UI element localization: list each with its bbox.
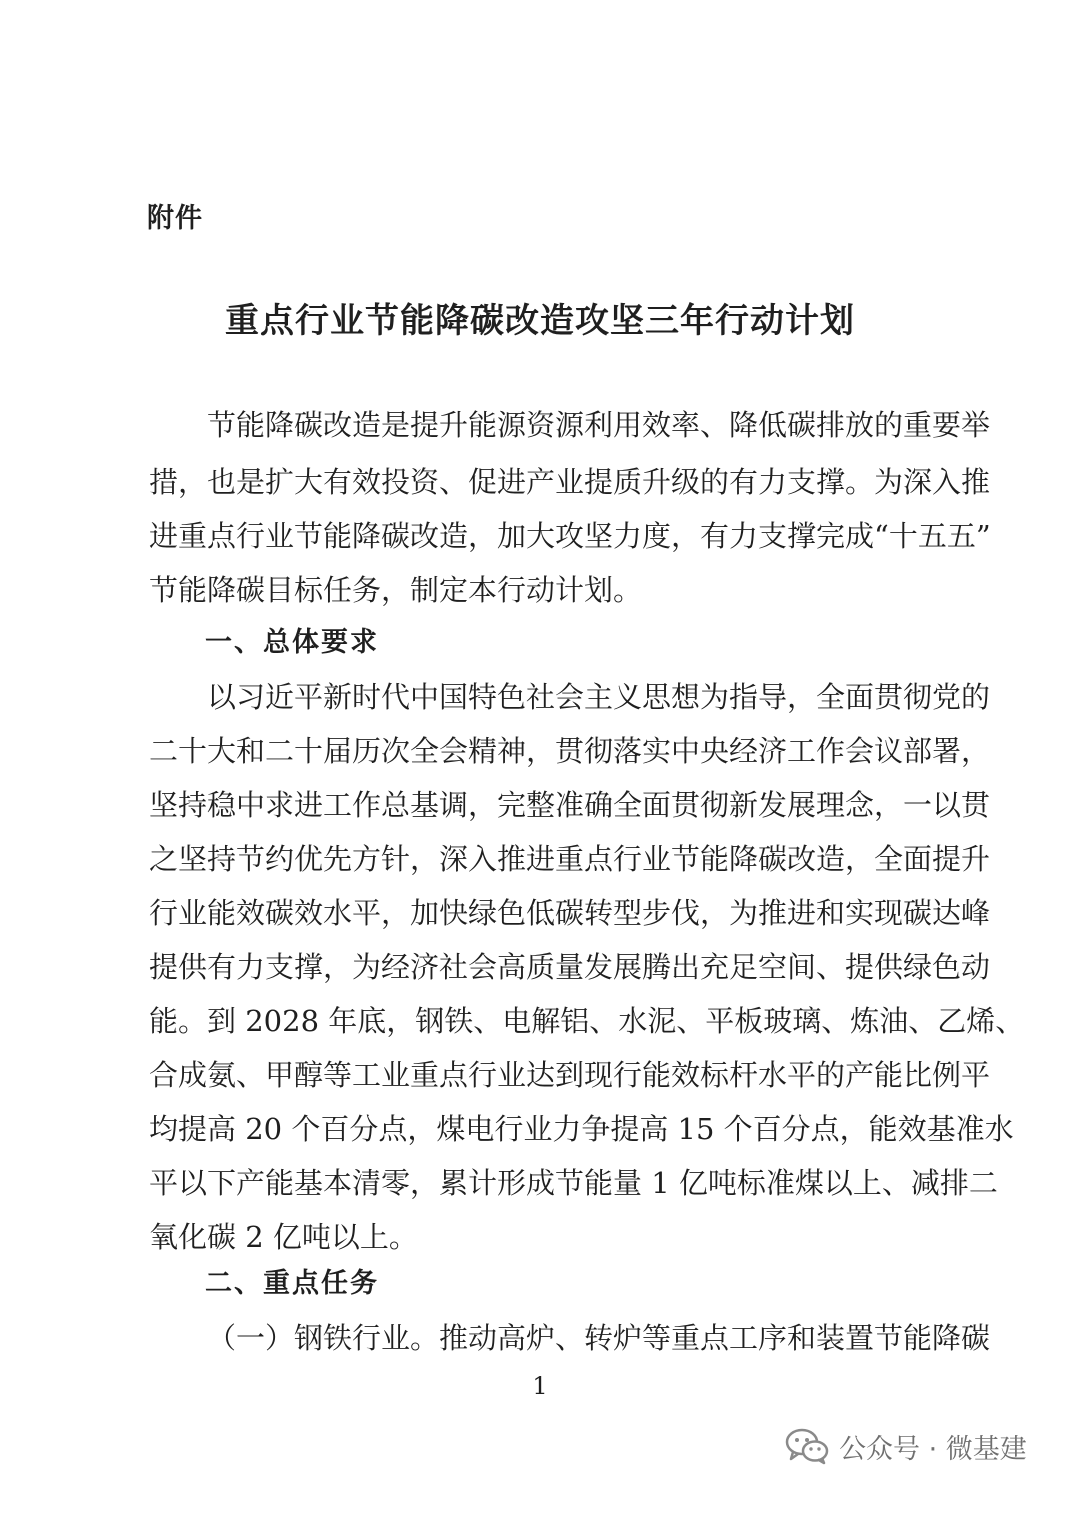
intro-line: 措，也是扩大有效投资、促进产业提质升级的有力支撑。为深入推 [149,465,991,499]
section-heading-key-tasks: 二、重点任务 [205,1268,379,1299]
section1-line: 提供有力支撑，为经济社会高质量发展腾出充足空间、提供绿色动 [149,950,991,984]
section1-line: 二十大和二十届历次全会精神，贯彻落实中央经济工作会议部署， [149,734,991,768]
section1-line: 均提高 20 个百分点，煤电行业力争提高 15 个百分点，能效基准水 [149,1112,1014,1146]
section2-line: （一）钢铁行业。推动高炉、转炉等重点工序和装置节能降碳 [207,1321,991,1355]
watermark-text: 公众号 · 微基建 [839,1433,1027,1465]
section1-line: 能。到 2028 年底，钢铁、电解铝、水泥、平板玻璃、炼油、乙烯、 [149,1004,1025,1038]
section1-line: 坚持稳中求进工作总基调，完整准确全面贯彻新发展理念，一以贯 [149,788,991,822]
section1-line: 平以下产能基本清零，累计形成节能量 1 亿吨标准煤以上、减排二 [149,1166,998,1200]
section1-line: 以习近平新时代中国特色社会主义思想为指导，全面贯彻党的 [207,680,991,714]
wechat-icon [785,1427,829,1465]
section1-line: 之坚持节约优先方针，深入推进重点行业节能降碳改造，全面提升 [149,842,991,876]
intro-line: 节能降碳目标任务，制定本行动计划。 [149,573,643,607]
attachment-label: 附件 [147,203,203,234]
intro-line: 进重点行业节能降碳改造，加大攻坚力度，有力支撑完成“十五五” [149,519,991,553]
section-heading-overall-requirements: 一、总体要求 [205,627,379,658]
section1-line: 氧化碳 2 亿吨以上。 [149,1220,418,1254]
page-number: 1 [532,1372,548,1400]
document-title: 重点行业节能降碳改造攻坚三年行动计划 [225,301,855,341]
section1-line: 行业能效碳效水平，加快绿色低碳转型步伐，为推进和实现碳达峰 [149,896,991,930]
section1-line: 合成氨、甲醇等工业重点行业达到现行能效标杆水平的产能比例平 [149,1058,991,1092]
intro-line: 节能降碳改造是提升能源资源利用效率、降低碳排放的重要举 [207,408,991,442]
watermark [785,1424,1027,1468]
